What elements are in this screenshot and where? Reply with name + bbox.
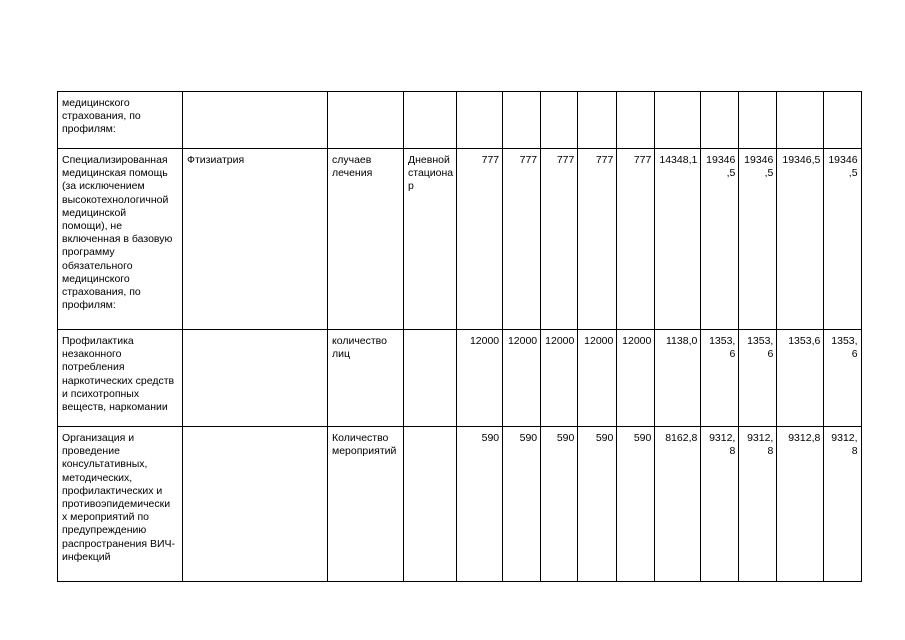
unit-cell: случаев лечения [328,149,404,330]
value-cell [503,92,541,149]
value-cell: 777 [617,149,655,330]
value-cell [541,92,578,149]
value-cell: 19346 ,5 [739,149,777,330]
value-cell [578,92,617,149]
value-cell: 777 [503,149,541,330]
value-cell: 12000 [617,330,655,427]
value-cell: 9312,8 [777,427,824,582]
table-row [58,427,862,582]
value-cell: 19346,5 [777,149,824,330]
value-cell: 9312, 8 [739,427,777,582]
service-name-cell: Специализированная медицинская помощь (за исключением высокотехнологичной медицинской помощи), не включенная в базовую программу обязательного медицинского страхования, по профилям: [58,149,183,330]
value-cell: 1353, 6 [739,330,777,427]
value-cell: 777 [578,149,617,330]
value-cell: 1353,6 [777,330,824,427]
service-name-cell: медицинского страхования, по профилям: [58,92,183,149]
value-cell: 590 [503,427,541,582]
table-row [58,330,862,427]
value-cell: 590 [578,427,617,582]
condition-cell [404,330,457,427]
value-cell: 1353, 6 [824,330,861,427]
value-cell: 19346 ,5 [701,149,739,330]
condition-cell: Дневной стациона р [404,149,457,330]
value-cell: 9312, 8 [824,427,861,582]
value-cell: 12000 [541,330,578,427]
value-cell: 12000 [503,330,541,427]
value-cell: 12000 [457,330,503,427]
value-cell: 12000 [578,330,617,427]
profile-cell: Фтизиатрия [183,149,328,330]
value-cell [824,92,861,149]
value-cell: 1353, 6 [701,330,739,427]
profile-cell [183,330,328,427]
unit-cell: Количество мероприятий [328,427,404,582]
value-cell: 590 [457,427,503,582]
table-row [58,92,862,149]
value-cell: 14348,1 [655,149,701,330]
data-table [57,91,862,582]
value-cell: 19346 ,5 [824,149,861,330]
value-cell: 1138,0 [655,330,701,427]
service-name-cell: Организация и проведение консультативных, методических, профилактических и противоэпидемически х мероприятий по предупреждению распространения ВИЧ- инфекций [58,427,183,582]
condition-cell [404,92,457,149]
value-cell: 590 [541,427,578,582]
value-cell [617,92,655,149]
value-cell: 8162,8 [655,427,701,582]
profile-cell [183,427,328,582]
value-cell [777,92,824,149]
value-cell: 777 [541,149,578,330]
unit-cell [328,92,404,149]
table-row [58,149,862,330]
service-name-cell: Профилактика незаконного потребления наркотических средств и психотропных веществ, наркомании [58,330,183,427]
condition-cell [404,427,457,582]
value-cell: 777 [457,149,503,330]
value-cell: 9312, 8 [701,427,739,582]
value-cell [457,92,503,149]
value-cell [739,92,777,149]
value-cell [655,92,701,149]
profile-cell [183,92,328,149]
unit-cell: количество лиц [328,330,404,427]
value-cell [701,92,739,149]
value-cell: 590 [617,427,655,582]
